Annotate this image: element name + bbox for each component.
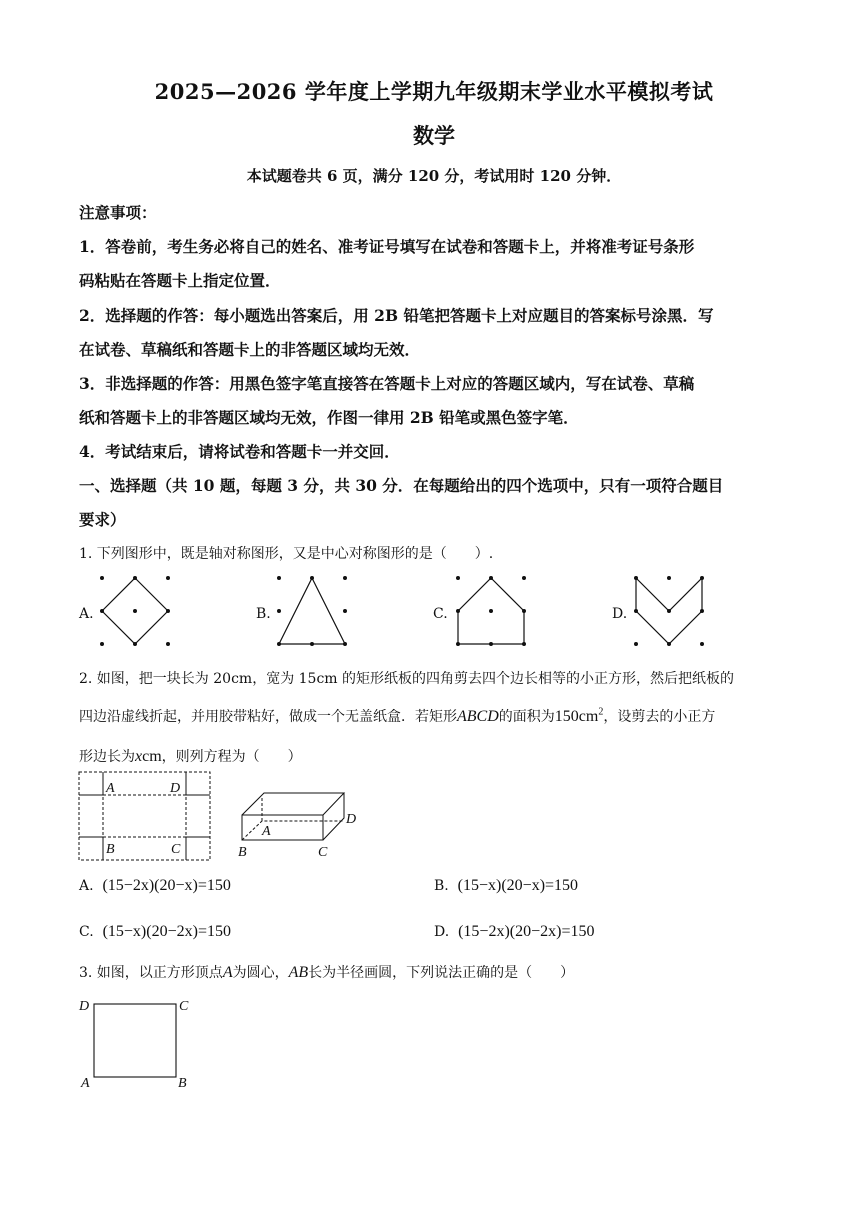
q2-fig1-label-c: C bbox=[171, 842, 181, 857]
q1-option-c-label: C. bbox=[433, 606, 448, 622]
q1-option-d-figure bbox=[630, 574, 710, 650]
q1-option-a-label: A. bbox=[79, 606, 94, 622]
q2-option-a: A. (15−2x)(20−x)=150 bbox=[79, 877, 231, 894]
q2-unfolded-figure bbox=[78, 771, 213, 863]
q2-fig1-label-b: B bbox=[106, 842, 115, 857]
notice-item-4: 4．考试结束后，请将试卷和答题卡一并交回． bbox=[79, 442, 400, 461]
q1-option-a-figure bbox=[96, 574, 176, 650]
section-1-heading-cont: 要求） bbox=[79, 510, 126, 529]
q2-rect-name: ABCD bbox=[457, 708, 499, 725]
q2-variable-x: x bbox=[135, 748, 143, 765]
q2-fig2-label-d: D bbox=[346, 812, 357, 827]
q3-label-a: A bbox=[81, 1076, 90, 1091]
q1-option-b-label: B. bbox=[256, 606, 271, 622]
q1-option-b-figure bbox=[273, 574, 353, 650]
q2-box-figure bbox=[236, 790, 366, 860]
q2-stem-line2: 四边沿虚线折起，并用胶带粘好，做成一个无盖纸盒．若矩形ABCD的面积为$150cm^2$，设剪去的小正方 bbox=[79, 706, 716, 725]
subject-title: 数学 bbox=[413, 123, 455, 148]
q2-fig1-label-a: A bbox=[106, 781, 115, 796]
q2-fig2-label-a: A bbox=[262, 824, 271, 839]
notice-item-3-line2: 纸和答题卡上的非答题区域均无效，作图一律用 2B 铅笔或黑色签字笔． bbox=[79, 408, 579, 427]
q2-stem-line1: 2. 如图，把一块长为 20cm，宽为 15cm 的矩形纸板的四角剪去四个边长相等的小正方形，然后把纸板的 bbox=[79, 671, 735, 687]
q2-stem-line3: 形边长为xcm，则列方程为（ ） bbox=[79, 748, 302, 765]
exam-info: 本试题卷共 6 页，满分 120 分，考试用时 120 分钟． bbox=[246, 167, 622, 185]
q2-option-d: D. (15−2x)(20−2x)=150 bbox=[434, 923, 595, 940]
notice-heading: 注意事项： bbox=[79, 203, 157, 222]
q1-option-d-label: D. bbox=[612, 606, 628, 622]
q2-option-c: C. (15−x)(20−2x)=150 bbox=[79, 923, 231, 940]
notice-item-1-line1: 1．答卷前，考生务必将自己的姓名、准考证号填写在试卷和答题卡上，并将准考证号条形 bbox=[79, 237, 695, 256]
q3-label-c: C bbox=[179, 999, 189, 1014]
q2-option-b: B. (15−x)(20−x)=150 bbox=[434, 877, 579, 894]
section-1-heading: 一、选择题（共 10 题，每题 3 分，共 30 分．在每题给出的四个选项中，只有一项符合题目 bbox=[79, 476, 724, 495]
q2-fig1-label-d: D bbox=[170, 781, 181, 796]
q1-option-c-figure bbox=[452, 574, 532, 650]
q3-label-b: B bbox=[178, 1076, 187, 1091]
q3-square-figure bbox=[78, 995, 198, 1095]
notice-item-2-line2: 在试卷、草稿纸和答题卡上的非答题区域均无效． bbox=[79, 340, 421, 359]
notice-item-1-line2: 码粘贴在答题卡上指定位置． bbox=[79, 271, 281, 290]
notice-item-3-line1: 3．非选择题的作答：用黑色签字笔直接答在答题卡上对应的答题区域内，写在试卷、草稿 bbox=[79, 374, 695, 393]
q1-stem: 1. 下列图形中，既是轴对称图形，又是中心对称图形的是（ ）. bbox=[79, 546, 494, 562]
q2-area-value: $150cm^2$ bbox=[554, 706, 604, 725]
q2-fig2-label-c: C bbox=[318, 845, 328, 860]
notice-item-2-line1: 2．选择题的作答：每小题选出答案后，用 2B 铅笔把答题卡上对应题目的答案标号涂黑．写 bbox=[79, 306, 714, 325]
q2-fig2-label-b: B bbox=[238, 845, 247, 860]
q3-label-d: D bbox=[79, 999, 90, 1014]
exam-title: 2025—2026 学年度上学期九年级期末学业水平模拟考试 bbox=[154, 79, 714, 104]
q3-stem: 3. 如图，以正方形顶点A为圆心，AB长为半径画圆，下列说法正确的是（ ） bbox=[79, 964, 575, 981]
